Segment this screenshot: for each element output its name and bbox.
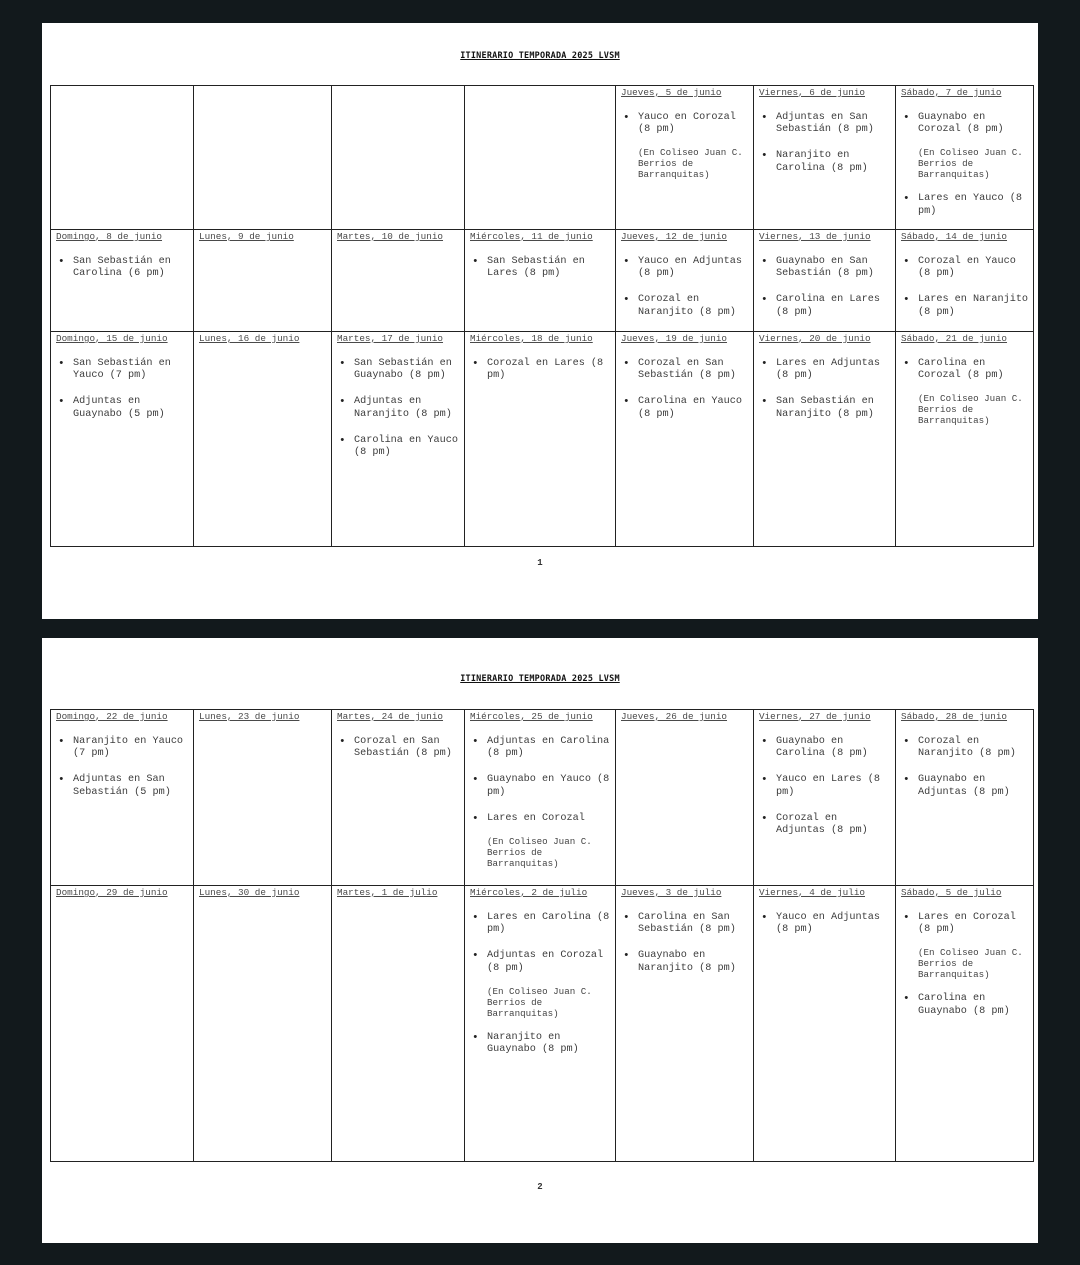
calendar-day-cell [896, 332, 1034, 547]
calendar-day-cell [194, 886, 331, 1162]
game-item: • Lares en Yauco (8 pm) [901, 193, 1030, 217]
game-item: • Carolina en Yauco (8 pm) [621, 396, 749, 420]
calendar-day-cell [754, 332, 895, 547]
game-item: • Carolina en Corozal (8 pm) [901, 358, 1030, 382]
event-list [621, 112, 749, 193]
calendar-day-cell [332, 332, 464, 547]
day-date-label: Domingo, 29 de junio [56, 887, 168, 898]
day-date-label: Lunes, 23 de junio [199, 711, 300, 722]
day-date-label: Miércoles, 25 de junio [470, 711, 593, 722]
venue-note: (En Coliseo Juan C. Berrios de Barranquitas) [918, 947, 1023, 981]
day-date-label: Viernes, 13 de junio [759, 231, 871, 242]
calendar-day-cell [51, 332, 193, 547]
game-item: • Carolina en Yauco (8 pm) [337, 435, 460, 459]
venue-note: (En Coliseo Juan C. Berrios de Barranquitas) [918, 393, 1023, 427]
event-list [470, 358, 611, 396]
event-list [901, 256, 1030, 331]
event-list [901, 358, 1030, 439]
calendar-day-cell [754, 886, 895, 1162]
day-date-label: Lunes, 30 de junio [199, 887, 300, 898]
calendar-day-cell [465, 230, 615, 331]
event-list [759, 736, 891, 851]
calendar-day-cell [616, 332, 753, 547]
event-list [759, 112, 891, 189]
day-date-label: Sábado, 5 de julio [901, 887, 1002, 898]
calendar-day-cell [194, 230, 331, 331]
calendar-grid [50, 709, 1034, 1162]
game-item: • Guaynabo en Adjuntas (8 pm) [901, 774, 1030, 798]
game-item: • Corozal en San Sebastián (8 pm) [337, 736, 460, 760]
game-item: • Corozal en Yauco (8 pm) [901, 256, 1030, 280]
game-item: • Guaynabo en San Sebastián (8 pm) [759, 256, 891, 280]
game-item: • Adjuntas en Carolina (8 pm) [470, 736, 611, 760]
game-item: • Adjuntas en San Sebastián (8 pm) [759, 112, 891, 136]
day-date-label: Viernes, 4 de julio [759, 887, 866, 898]
day-date-label: Sábado, 28 de junio [901, 711, 1008, 722]
game-item: • Yauco en Adjuntas (8 pm) [759, 912, 891, 936]
calendar-day-cell [51, 886, 193, 1162]
calendar-day-cell [51, 230, 193, 331]
day-date-label: Martes, 10 de junio [337, 231, 444, 242]
calendar-day-cell [754, 230, 895, 331]
calendar-day-cell [194, 332, 331, 547]
calendar-day-cell [332, 86, 464, 229]
game-item: • Yauco en Corozal (8 pm) [621, 112, 749, 136]
event-list [337, 736, 460, 774]
day-date-label: Jueves, 5 de junio [621, 87, 722, 98]
day-date-label: Viernes, 6 de junio [759, 87, 866, 98]
game-item: • Guaynabo en Yauco (8 pm) [470, 774, 611, 798]
game-item: • Carolina en San Sebastián (8 pm) [621, 912, 749, 936]
event-list [621, 912, 749, 989]
game-item: • Corozal en Naranjito (8 pm) [621, 294, 749, 318]
game-item: • Naranjito en Yauco (7 pm) [56, 736, 189, 760]
event-list [470, 912, 611, 1070]
day-date-label: Miércoles, 18 de junio [470, 333, 593, 344]
page-number: 1 [537, 558, 543, 568]
game-item: • Lares en Corozal [470, 813, 611, 825]
calendar-grid [50, 85, 1034, 547]
day-date-label: Viernes, 27 de junio [759, 711, 871, 722]
calendar-day-cell [332, 230, 464, 331]
calendar-day-cell [616, 86, 753, 229]
event-list [759, 256, 891, 331]
venue-note: (En Coliseo Juan C. Berrios de Barranquitas) [487, 836, 592, 870]
day-date-label: Jueves, 26 de junio [621, 711, 728, 722]
calendar-day-cell [754, 86, 895, 229]
game-item: • Lares en Naranjito (8 pm) [901, 294, 1030, 318]
calendar-day-cell [194, 86, 331, 229]
game-item: • Lares en Carolina (8 pm) [470, 912, 611, 936]
game-item: • San Sebastián en Lares (8 pm) [470, 256, 611, 280]
game-item: • Adjuntas en Guaynabo (5 pm) [56, 396, 189, 420]
game-item: • San Sebastián en Naranjito (8 pm) [759, 396, 891, 420]
event-list [56, 256, 189, 294]
event-list [337, 358, 460, 473]
game-item: • Corozal en San Sebastián (8 pm) [621, 358, 749, 382]
game-item: • Adjuntas en Naranjito (8 pm) [337, 396, 460, 420]
venue-note: (En Coliseo Juan C. Berrios de Barranquitas) [638, 147, 743, 181]
day-date-label: Miércoles, 2 de julio [470, 887, 588, 898]
game-item: • San Sebastián en Guaynabo (8 pm) [337, 358, 460, 382]
day-date-label: Lunes, 16 de junio [199, 333, 300, 344]
event-list [759, 912, 891, 950]
calendar-day-cell [465, 886, 615, 1162]
day-date-label: Domingo, 15 de junio [56, 333, 168, 344]
event-list [56, 736, 189, 813]
game-item: • Guaynabo en Naranjito (8 pm) [621, 950, 749, 974]
event-list [759, 358, 891, 435]
game-item: • Corozal en Naranjito (8 pm) [901, 736, 1030, 760]
day-date-label: Viernes, 20 de junio [759, 333, 871, 344]
calendar-day-cell [465, 332, 615, 547]
calendar-day-cell [332, 886, 464, 1162]
day-date-label: Sábado, 7 de junio [901, 87, 1002, 98]
game-item: • Naranjito en Carolina (8 pm) [759, 150, 891, 174]
game-item: • Carolina en Guaynabo (8 pm) [901, 993, 1030, 1017]
calendar-day-cell [194, 710, 331, 885]
day-date-label: Domingo, 8 de junio [56, 231, 163, 242]
calendar-day-cell [896, 230, 1034, 331]
document-page [42, 638, 1038, 1243]
event-list [901, 736, 1030, 813]
day-date-label: Jueves, 12 de junio [621, 231, 728, 242]
game-item: • San Sebastián en Yauco (7 pm) [56, 358, 189, 382]
document-page [42, 23, 1038, 619]
game-item: • Adjuntas en San Sebastián (5 pm) [56, 774, 189, 798]
calendar-day-cell [616, 230, 753, 331]
calendar-day-cell [896, 886, 1034, 1162]
event-list [621, 256, 749, 331]
game-item: • Adjuntas en Corozal (8 pm) [470, 950, 611, 974]
calendar-day-cell [754, 710, 895, 885]
day-date-label: Sábado, 21 de junio [901, 333, 1008, 344]
event-list [470, 736, 611, 882]
game-item: • Carolina en Lares (8 pm) [759, 294, 891, 318]
day-date-label: Miércoles, 11 de junio [470, 231, 593, 242]
event-list [470, 256, 611, 294]
game-item: • Yauco en Lares (8 pm) [759, 774, 891, 798]
event-list [621, 358, 749, 435]
calendar-day-cell [332, 710, 464, 885]
calendar-day-cell [896, 710, 1034, 885]
day-date-label: Jueves, 19 de junio [621, 333, 728, 344]
day-date-label: Sábado, 14 de junio [901, 231, 1008, 242]
event-list [901, 912, 1030, 1032]
calendar-day-cell [51, 710, 193, 885]
game-item: • Guaynabo en Carolina (8 pm) [759, 736, 891, 760]
document-title: ITINERARIO TEMPORADA 2025 LVSM [460, 674, 620, 684]
game-item: • Naranjito en Guaynabo (8 pm) [470, 1032, 611, 1056]
day-date-label: Jueves, 3 de julio [621, 887, 722, 898]
game-item: • Lares en Adjuntas (8 pm) [759, 358, 891, 382]
game-item: • Corozal en Lares (8 pm) [470, 358, 611, 382]
event-list [901, 112, 1030, 229]
calendar-day-cell [896, 86, 1034, 229]
calendar-day-cell [51, 86, 193, 229]
game-item: • Guaynabo en Corozal (8 pm) [901, 112, 1030, 136]
page-number: 2 [537, 1182, 543, 1192]
venue-note: (En Coliseo Juan C. Berrios de Barranquitas) [487, 985, 592, 1019]
venue-note: (En Coliseo Juan C. Berrios de Barranquitas) [918, 147, 1023, 181]
game-item: • Yauco en Adjuntas (8 pm) [621, 256, 749, 280]
day-date-label: Domingo, 22 de junio [56, 711, 168, 722]
day-date-label: Martes, 17 de junio [337, 333, 444, 344]
day-date-label: Lunes, 9 de junio [199, 231, 294, 242]
game-item: • Lares en Corozal (8 pm) [901, 912, 1030, 936]
event-list [56, 358, 189, 435]
day-date-label: Martes, 1 de julio [337, 887, 438, 898]
day-date-label: Martes, 24 de junio [337, 711, 444, 722]
calendar-day-cell [465, 710, 615, 885]
document-title: ITINERARIO TEMPORADA 2025 LVSM [460, 51, 620, 61]
game-item: • San Sebastián en Carolina (6 pm) [56, 256, 189, 280]
calendar-day-cell [465, 86, 615, 229]
calendar-day-cell [616, 886, 753, 1162]
calendar-day-cell [616, 710, 753, 885]
game-item: • Corozal en Adjuntas (8 pm) [759, 813, 891, 837]
